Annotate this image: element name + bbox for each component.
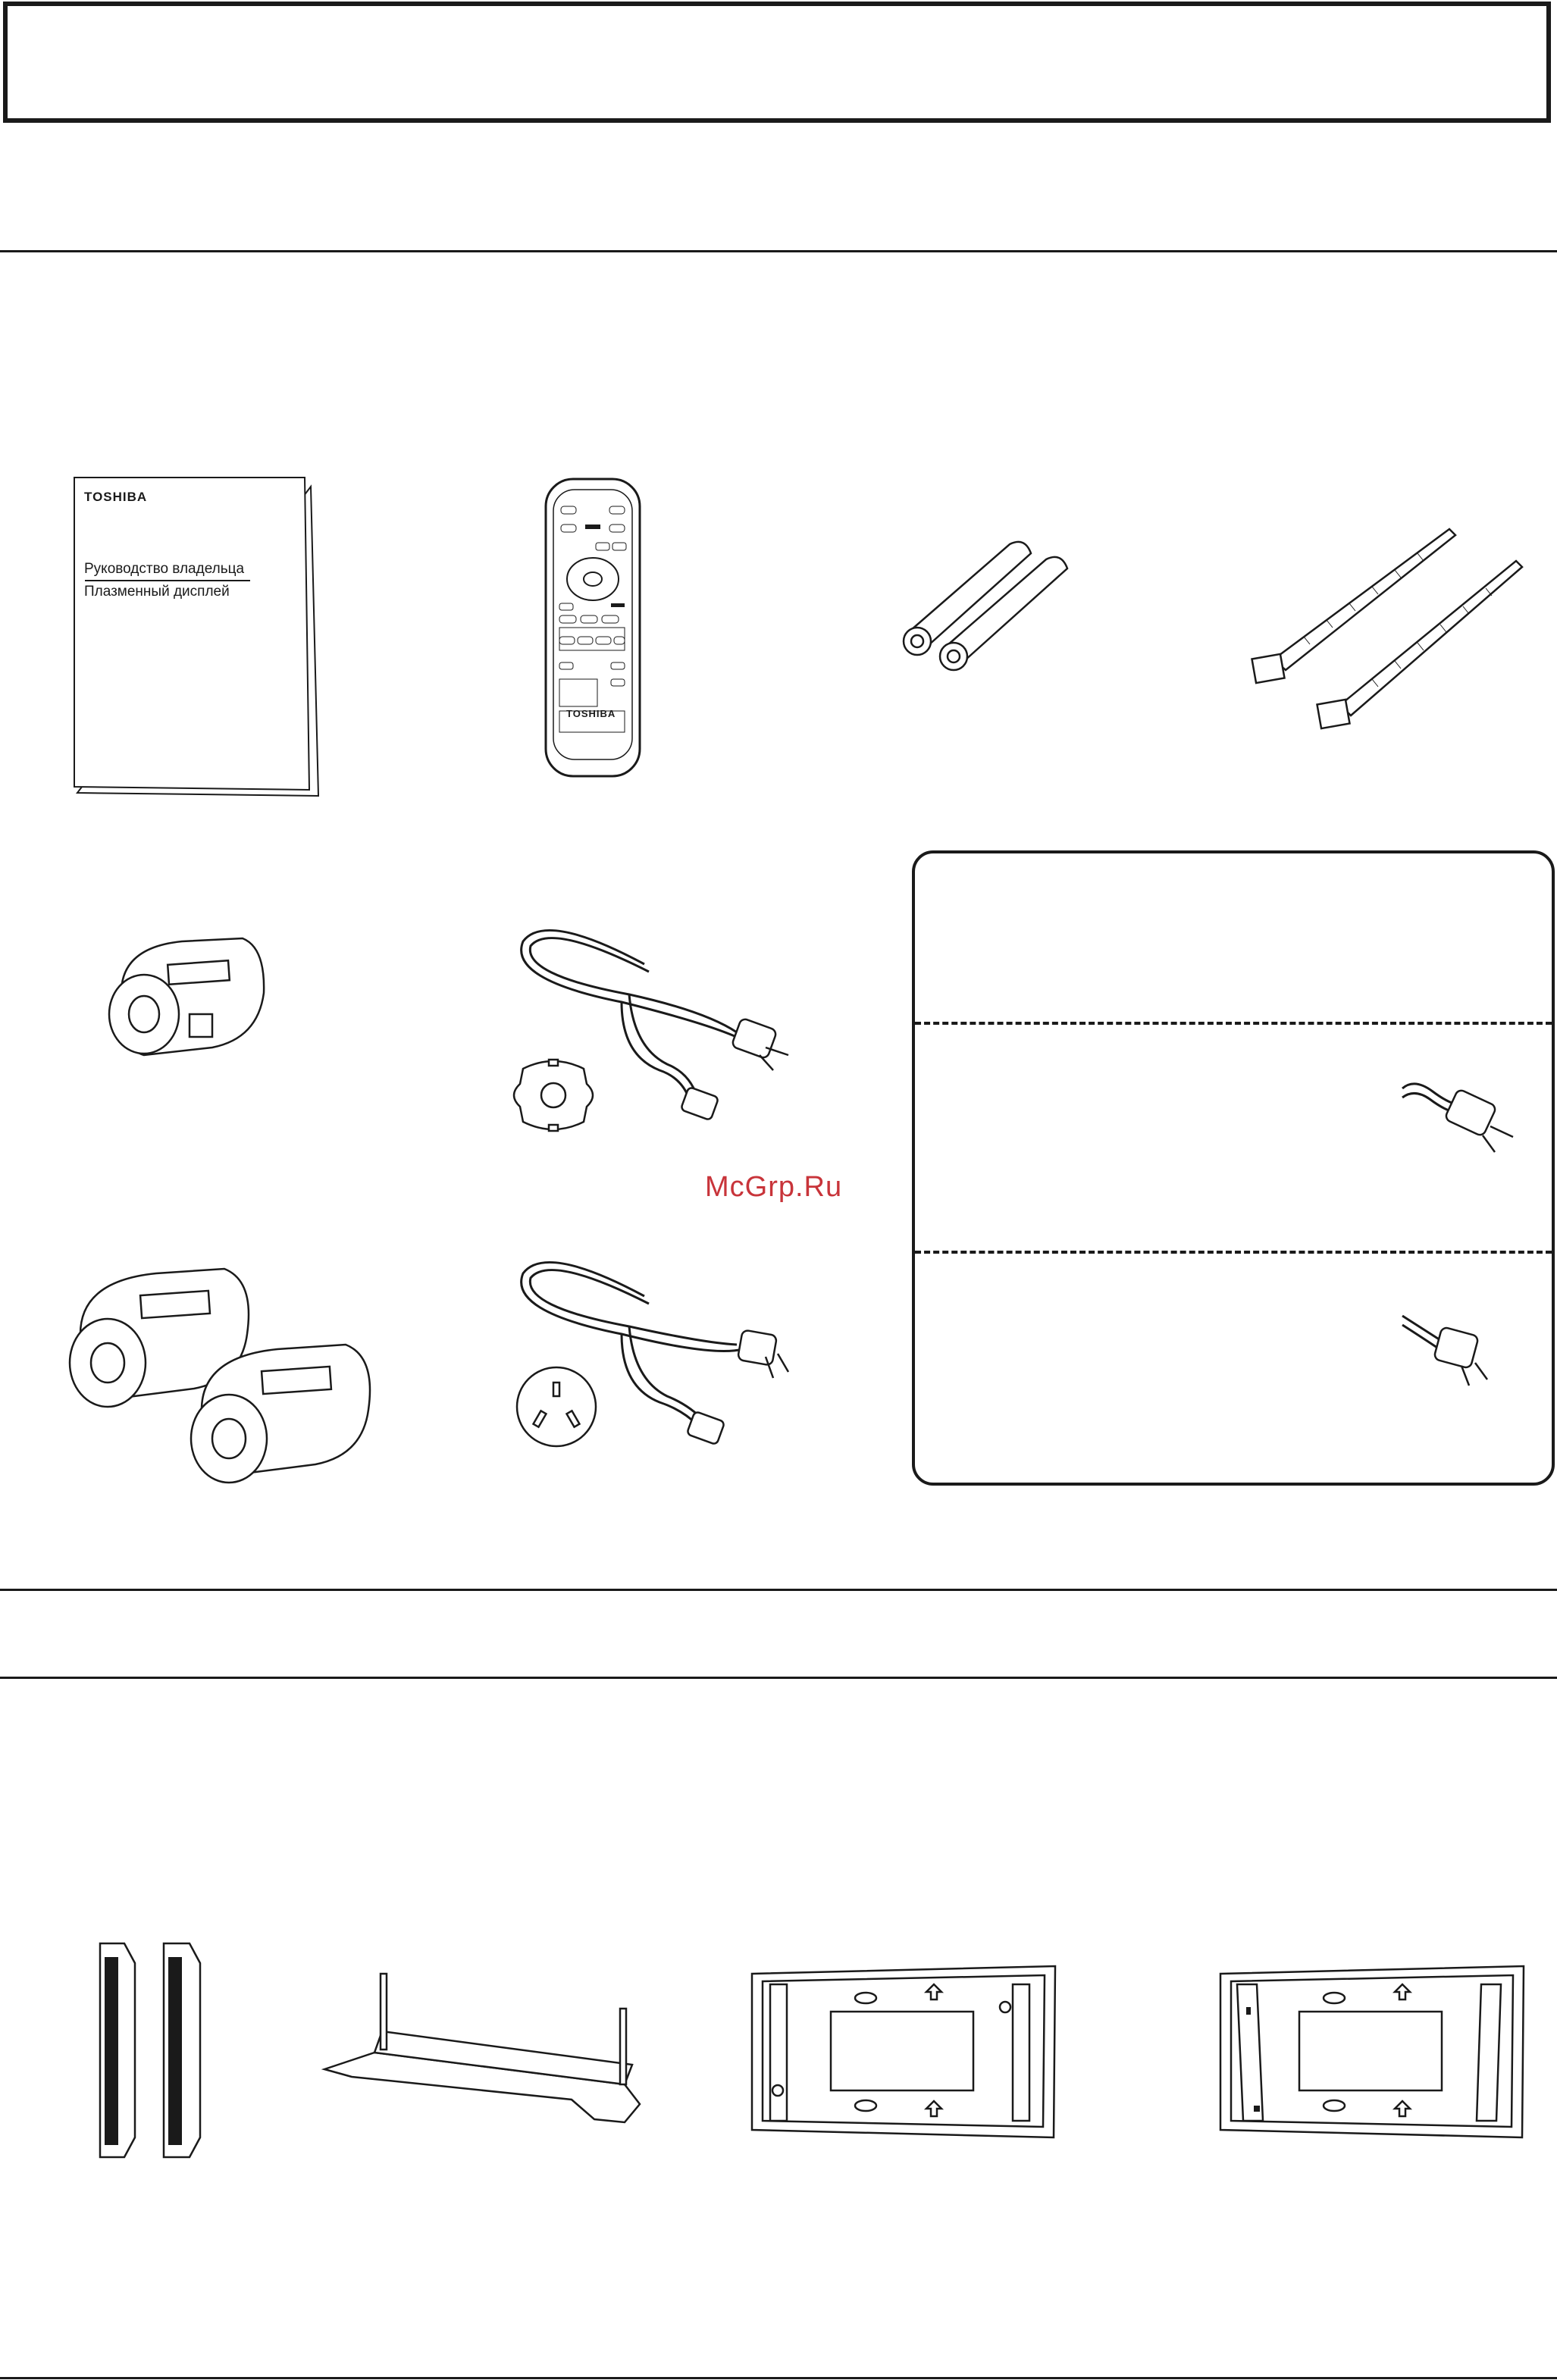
ferrite-core-icon [99, 925, 273, 1069]
watermark: McGrp.Ru [705, 1171, 843, 1203]
box-divider-2 [915, 1251, 1552, 1254]
divider-middle-1 [0, 1589, 1557, 1591]
wall-bracket-icon [747, 1962, 1060, 2144]
eu-socket-icon [508, 1054, 599, 1137]
divider-middle-2 [0, 1677, 1557, 1679]
manual-title-line2: Плазменный дисплей [84, 584, 230, 600]
eu-plug-icon [1399, 1073, 1521, 1157]
remote-brand: TOSHIBA [566, 708, 616, 719]
title-frame [3, 2, 1551, 123]
tilt-wall-bracket-icon [1216, 1962, 1528, 2144]
divider-top [0, 250, 1557, 252]
manual-icon [68, 471, 326, 799]
au-plug-icon [1399, 1304, 1521, 1387]
au-socket-icon [514, 1364, 599, 1449]
box-divider-1 [915, 1022, 1552, 1025]
batteries-icon [894, 531, 1092, 682]
cable-ties-icon [1243, 523, 1531, 728]
manual-brand: TOSHIBA [84, 490, 148, 504]
divider-bottom [0, 2377, 1557, 2379]
manual-title-line1: Руководство владельца [84, 561, 245, 577]
remote-control-icon [543, 476, 643, 779]
speaker-pair-icon [91, 1940, 205, 2160]
ferrite-cores-pair-icon [65, 1251, 376, 1486]
plug-type-box [912, 850, 1555, 1486]
pedestal-stand-icon [321, 1971, 655, 2130]
